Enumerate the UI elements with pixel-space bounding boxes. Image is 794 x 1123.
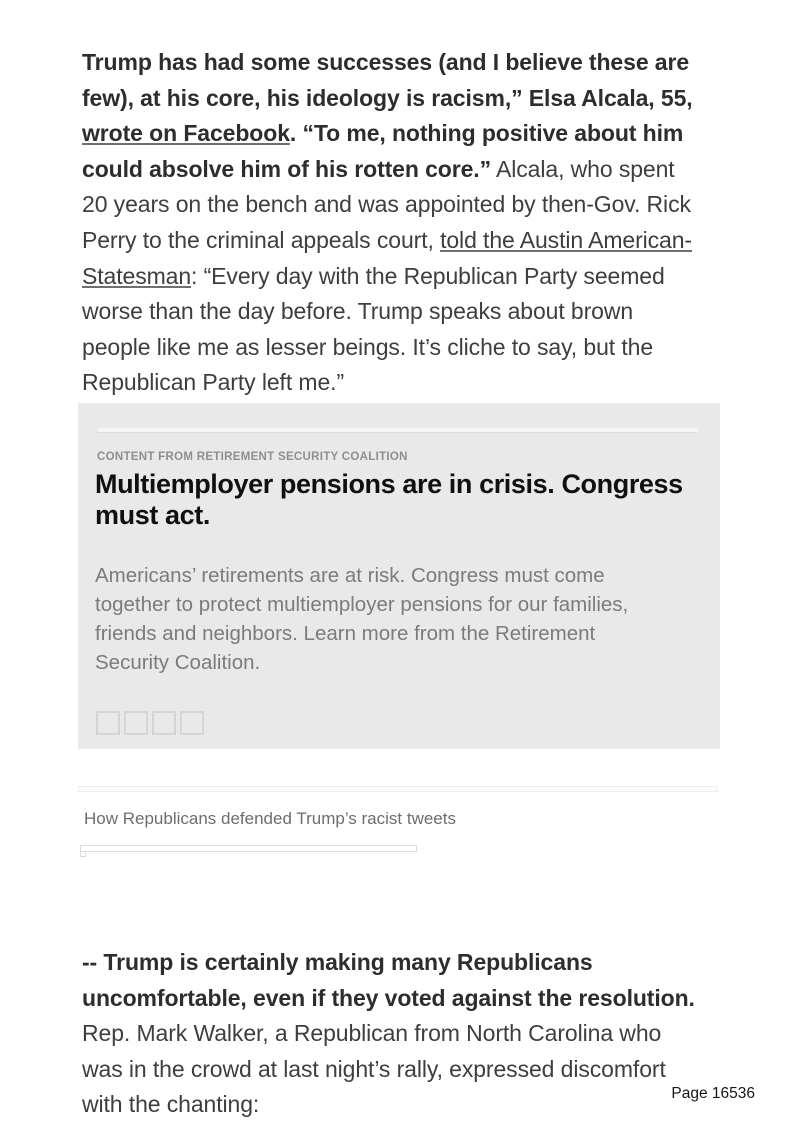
sponsor-top-divider (98, 428, 698, 433)
paragraph-text-mid: Alcala, who spent 20 years on the bench and was appointed by then-Gov. Rick Perry to the criminal appeals court, (82, 155, 691, 253)
share-placeholder-icon[interactable] (124, 711, 148, 735)
sponsor-eyebrow-label: CONTENT FROM RETIREMENT SECURITY COALITION (97, 451, 408, 463)
section-divider (78, 786, 718, 792)
share-placeholder-icon[interactable] (152, 711, 176, 735)
sponsored-content-box (78, 403, 720, 749)
facebook-link[interactable]: wrote on Facebook (82, 120, 290, 147)
video-progress-handle[interactable] (80, 851, 86, 857)
statesman-link[interactable]: told the Austin American-Statesman (82, 226, 692, 289)
quote-bold-tail: . “To me, nothing positive about him could absolve him of his rotten core.” (82, 120, 684, 182)
quote-bold-lead: Trump has had some successes (and I believe these are few), at his core, his ideology is racism,” Elsa Alcala, 55, (82, 49, 693, 111)
paragraph-bold-lead: -- Trump is certainly making many Republicans uncomfortable, even if they voted against the resolution. (82, 949, 695, 1011)
article-paragraph-walker (82, 945, 697, 1123)
paragraph-text-tail: : “Every day with the Republican Party seemed worse than the day before. Trump speaks about brown people like me as lesser beings. It’s cliche to say, but the Republican Party left me.” (82, 262, 665, 396)
share-placeholder-icon[interactable] (180, 711, 204, 735)
video-caption: How Republicans defended Trump’s racist tweets (84, 809, 456, 828)
sponsor-headline[interactable]: Multiemployer pensions are in crisis. Congress must act. (95, 469, 683, 530)
article-paragraph-alcala (82, 45, 697, 401)
video-progress-bar[interactable] (80, 845, 417, 852)
page-number: Page 16536 (671, 1085, 755, 1102)
paragraph-text-tail: Rep. Mark Walker, a Republican from North Carolina who was in the crowd at last night’s rally, expressed discomfort with the chanting: (82, 1020, 666, 1118)
sponsor-body-text: Americans’ retirements are at risk. Congress must come together to protect multiemployer pensions for our families, friends and neighbors. Learn more from the Retirement Security Coalition. (95, 564, 629, 674)
share-placeholder-icon[interactable] (96, 711, 120, 735)
sponsor-share-row (96, 711, 204, 735)
